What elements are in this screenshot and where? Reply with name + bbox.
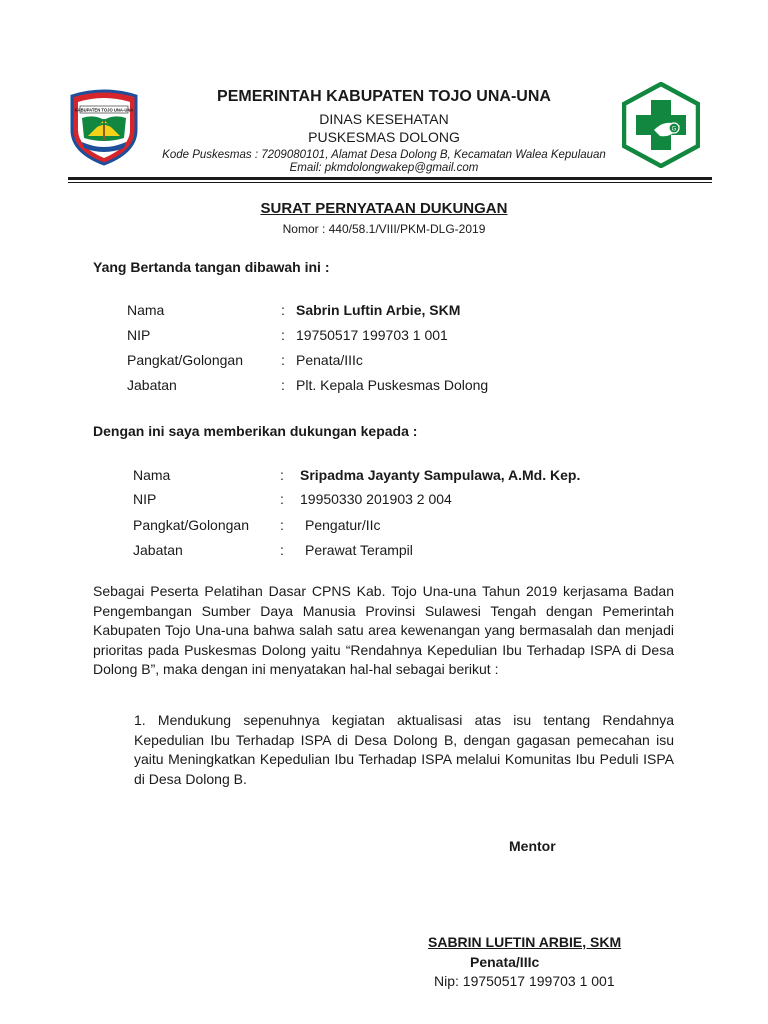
header-rule-thin [68,182,712,183]
recipient-position-value: Perawat Terampil [305,542,413,558]
signature-role: Mentor [509,838,556,854]
intro-label: Yang Bertanda tangan dibawah ini : [93,259,330,275]
signer-name-value: Sabrin Luftin Arbie, SKM [296,302,461,318]
list-item [134,711,674,789]
list-item-number: 1. [134,712,146,728]
email-line: Email: pkmdolongwakep@gmail.com [289,162,479,174]
recipient-nip-label: NIP [133,491,157,507]
signature-rank: Penata/IIIc [470,954,540,970]
address-line: Kode Puskesmas : 7209080101, Alamat Desa Dolong B, Kecamatan Walea Kepulauan [162,149,606,161]
colon: : [280,467,284,483]
signer-nip-label: NIP [127,327,151,343]
recipient-rank-value: Pengatur/IIc [305,517,381,533]
signer-nip-value: 19750517 199703 1 001 [296,327,448,343]
recipient-nip-value: 19950330 201903 2 004 [300,491,452,507]
colon: : [281,377,285,393]
logo-ribbon-text: KABUPATEN TOJO UNA-UNA [74,107,134,113]
recipient-rank-label: Pangkat/Golongan [133,517,249,533]
signer-rank-label: Pangkat/Golongan [127,352,243,368]
colon: : [280,517,284,533]
letter-number: Nomor : 440/58.1/VIII/PKM-DLG-2019 [282,222,486,236]
signer-rank-value: Penata/IIIc [296,352,363,368]
colon: : [280,491,284,507]
logo-badge-text: G [671,126,677,133]
header-rule-thick [68,177,712,180]
signature-nip: Nip: 19750517 199703 1 001 [434,973,615,989]
body-paragraph: Sebagai Peserta Pelatihan Dasar CPNS Kab. Tojo Una-una Tahun 2019 kerjasama Badan Pengembangan Sumber Daya Manusia Provinsi Sulawesi Tengah dengan Pemerintah Kabupaten Tojo Una-una bahwa salah satu area kewenangan yang bermasalah dan menjadi prioritas pada Puskesmas Dolong yaitu “Rendahnya Kepedulian Ibu Terhadap ISPA di Desa Dolong B”, maka dengan ini menyatakan hal-hal sebagai berikut : [93,583,674,677]
signature-name: SABRIN LUFTIN ARBIE, SKM [428,934,622,950]
recipient-position-label: Jabatan [133,542,183,558]
signer-name-label: Nama [127,302,165,318]
letter-title: SURAT PERNYATAAN DUKUNGAN [260,200,508,217]
list-item-text: Mendukung sepenuhnya kegiatan aktualisasi atas isu tentang Rendahnya Kepedulian Ibu Terhadap ISPA di Desa Dolong B, dengan gagasan pemecahan isu yaitu Meningkatkan Kepedulian Ibu Terhadap ISPA melalui Komunitas Ibu Peduli ISPA di Desa Dolong B. [134,712,674,787]
support-label: Dengan ini saya memberikan dukungan kepada : [93,423,418,439]
signer-position-value: Plt. Kepala Puskesmas Dolong [296,377,489,393]
signer-position-label: Jabatan [127,377,177,393]
unit-name: PUSKESMAS DOLONG [308,129,460,145]
colon: : [281,302,285,318]
colon: : [281,352,285,368]
colon: : [281,327,285,343]
recipient-name-label: Nama [133,467,171,483]
recipient-name-value: Sripadma Jayanty Sampulawa, A.Md. Kep. [300,467,581,483]
colon: : [280,542,284,558]
government-name: PEMERINTAH KABUPATEN TOJO UNA-UNA [217,88,551,105]
agency-name: DINAS KESEHATAN [319,111,449,127]
